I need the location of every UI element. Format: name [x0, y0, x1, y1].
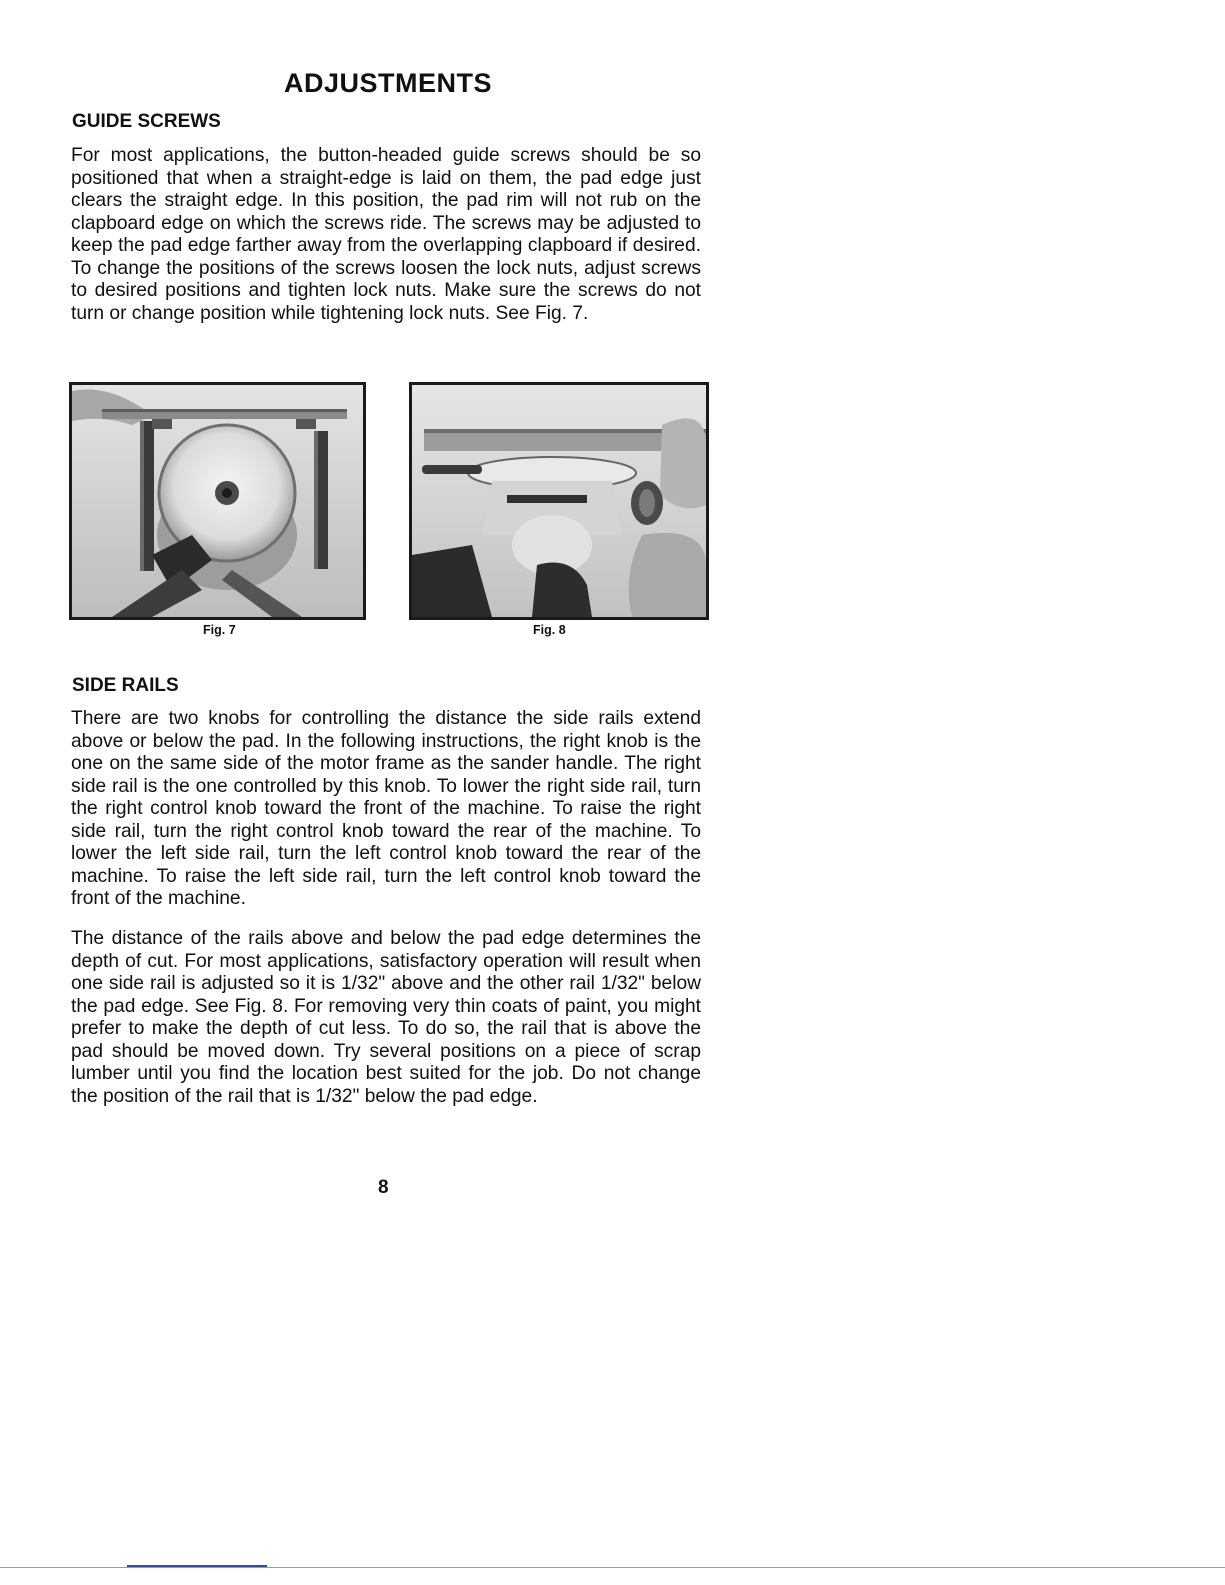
side-rails-paragraph-2: The distance of the rails above and below the pad edge determines the depth of cut. For most applications, satisfactory operation will result when one side rail is adjusted so it is 1/32" above and the other rail 1/32" below the pad edge. See Fig. 8. For removing very thin coats of paint, you might prefer to make the depth of cut less. To do so, the rail that is above the pad should be moved down. Try several positions on a piece of scrap lumber until you find the location best suited for the job. Do not change the position of the rail that is 1/32" below the pad edge. [71, 928, 701, 1107]
page-number: 8 [378, 1177, 389, 1198]
page-title: ADJUSTMENTS [284, 68, 493, 98]
guide-screws-paragraph: For most applications, the button-headed guide screws should be so positioned that when a straight-edge is laid on them, the pad edge just clears the straight edge. In this position, the pad rim will not rub on the clapboard edge on which the screws ride. The screws may be adjusted to keep the pad edge farther away from the overlapping clapboard if desired. To change the positions of the screws loosen the lock nuts, adjust screws to desired positions and tighten lock nuts. Make sure the screws do not turn or change position while tightening lock nuts. See Fig. 7. [71, 145, 701, 324]
page-bottom-mark [127, 1565, 267, 1567]
fig-8-photo [409, 382, 709, 620]
side-rails-paragraph-1: There are two knobs for controlling the distance the side rails extend above or below the pad. In the following instructions, the right knob is the one on the same side of the motor frame as the sander handle. The right side rail is the one controlled by this knob. To lower the right side rail, turn the right control knob toward the front of the machine. To raise the right side rail, turn the right control knob toward the rear of the machine. To lower the left side rail, turn the left control knob toward the rear of the machine. To raise the left side rail, turn the left control knob toward the front of the machine. [71, 708, 701, 909]
page-bottom-rule [0, 1567, 1225, 1568]
fig-7-photo [69, 382, 366, 620]
guide-screws-heading: GUIDE SCREWS [72, 111, 221, 132]
fig-7-caption: Fig. 7 [203, 623, 236, 637]
side-rails-heading: SIDE RAILS [72, 675, 179, 696]
fig-8-caption: Fig. 8 [533, 623, 566, 637]
